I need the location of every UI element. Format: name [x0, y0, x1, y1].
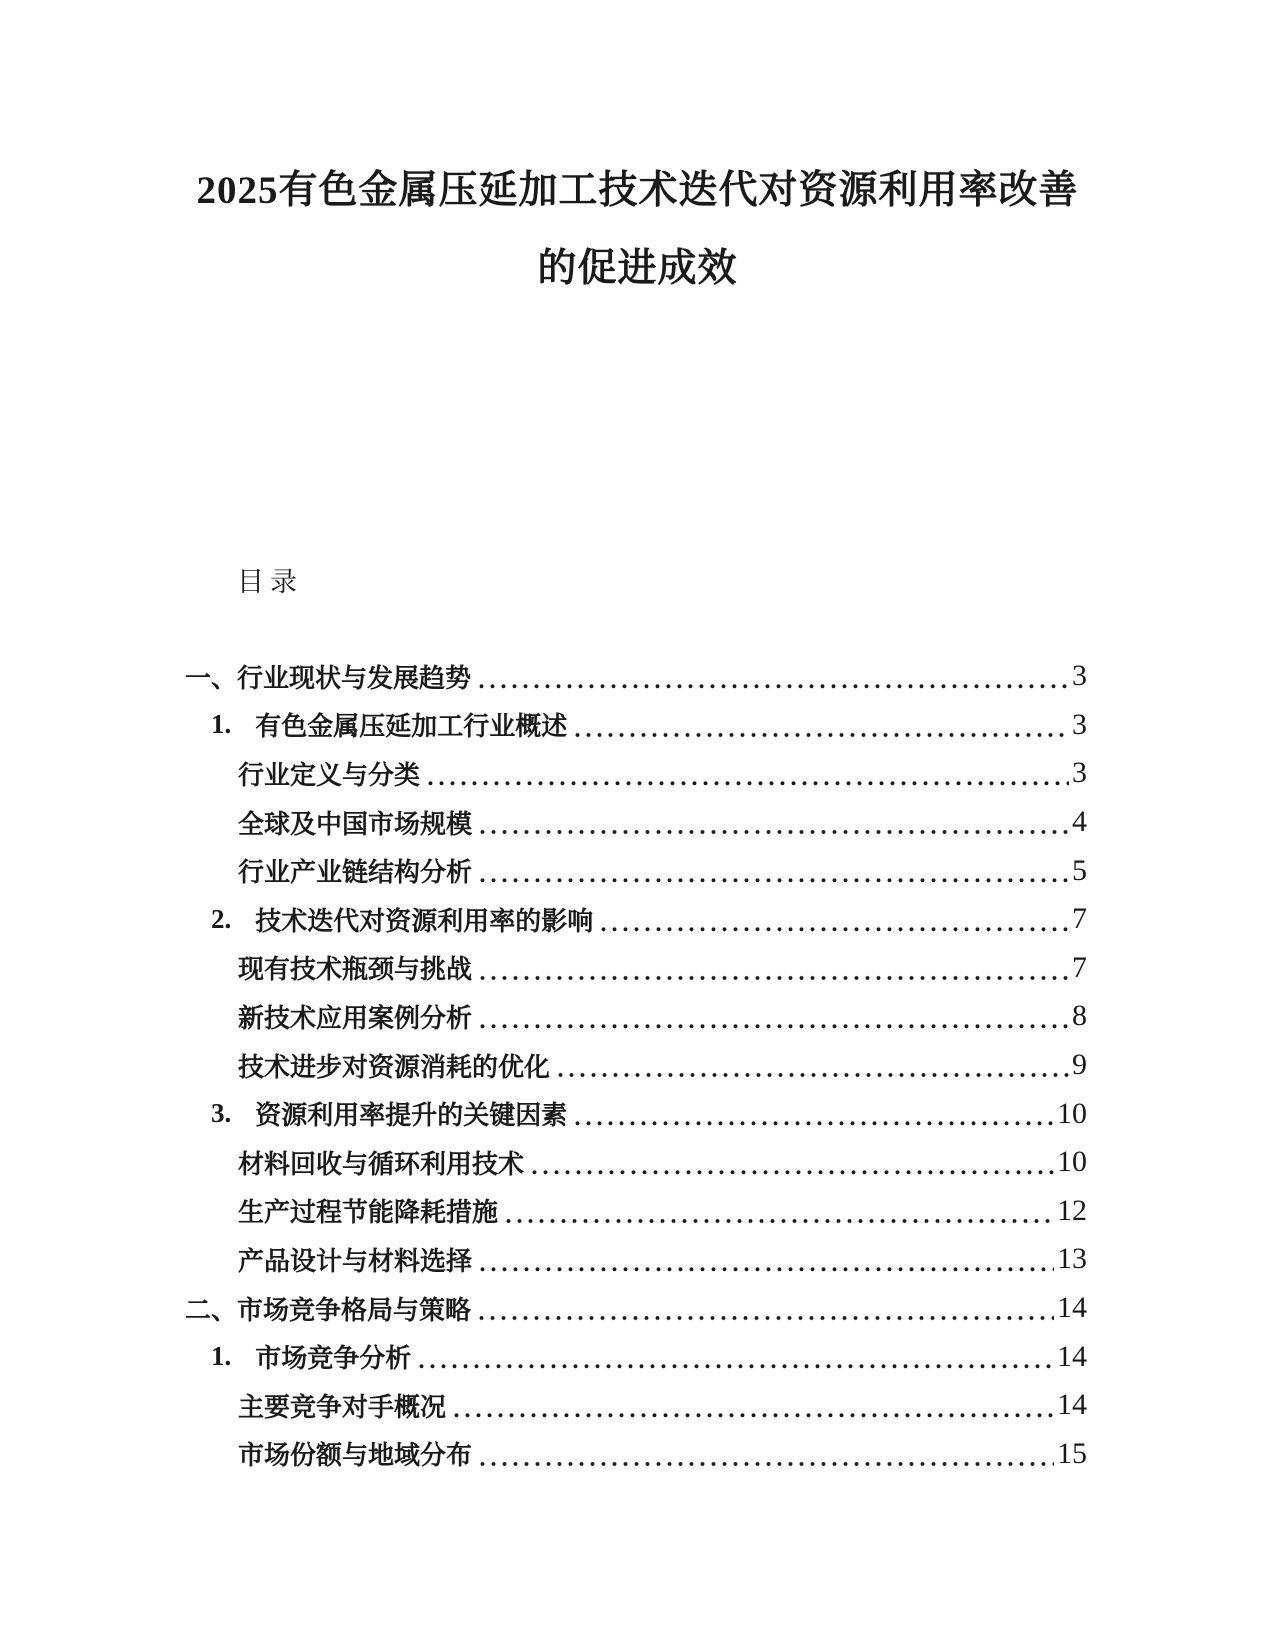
- toc-entry-label: 有色金属压延加工行业概述: [255, 712, 568, 742]
- toc-entry-label: 技术迭代对资源利用率的影响: [255, 906, 594, 936]
- toc-entry-page-number: 3: [1072, 756, 1087, 790]
- toc-entry-label: 产品设计与材料选择: [238, 1246, 473, 1276]
- toc-dot-leader: [477, 992, 1069, 1041]
- toc-entry-label: 生产过程节能降耗措施: [238, 1198, 499, 1228]
- toc-dot-leader: [598, 895, 1069, 944]
- toc-entry[interactable]: [185, 1041, 1087, 1090]
- toc-entry[interactable]: [185, 749, 1087, 798]
- toc-entry[interactable]: [185, 701, 1087, 750]
- toc-entry-label: 资源利用率提升的关键因素: [255, 1101, 568, 1131]
- toc-entry-page-number: 9: [1072, 1048, 1087, 1082]
- toc-entry-number: 3.: [211, 1098, 232, 1129]
- toc-dot-leader: [476, 1284, 1054, 1333]
- toc-entry-number: 2.: [211, 903, 232, 934]
- toc-dot-leader: [529, 1138, 1054, 1187]
- toc-dot-leader: [425, 749, 1069, 798]
- toc-entry-page-number: 7: [1072, 902, 1087, 936]
- toc-entry[interactable]: [185, 895, 1087, 944]
- toc-entry-page-number: 13: [1057, 1242, 1087, 1276]
- toc-dot-leader: [477, 798, 1069, 847]
- toc-entry[interactable]: [185, 1138, 1087, 1187]
- toc-dot-leader: [416, 1332, 1054, 1381]
- toc-entry-label: 市场份额与地域分布: [238, 1441, 473, 1471]
- toc-entry-page-number: 14: [1057, 1388, 1087, 1422]
- toc-entry[interactable]: [185, 1381, 1087, 1430]
- document-title: [0, 152, 1275, 308]
- toc-entry-label: 全球及中国市场规模: [238, 809, 473, 839]
- toc-entry[interactable]: [185, 944, 1087, 993]
- toc-dot-leader: [503, 1187, 1054, 1236]
- toc-entry-label: 新技术应用案例分析: [238, 1003, 473, 1033]
- toc-entry[interactable]: [185, 1089, 1087, 1138]
- toc-dot-leader: [572, 1089, 1054, 1138]
- toc-entry-page-number: 4: [1072, 805, 1087, 839]
- toc-entry-page-number: 12: [1057, 1193, 1087, 1227]
- toc-entry-page-number: 14: [1057, 1291, 1087, 1325]
- toc-entry-label: 市场竞争分析: [255, 1344, 412, 1374]
- toc-entry-page-number: 3: [1072, 707, 1087, 741]
- toc-entry-label: 行业产业链结构分析: [238, 858, 473, 888]
- toc-entry-page-number: 14: [1057, 1339, 1087, 1373]
- toc-entry[interactable]: [185, 798, 1087, 847]
- toc-list: [185, 652, 1087, 1478]
- toc-entry-page-number: 10: [1057, 1145, 1087, 1179]
- toc-entry-page-number: 8: [1072, 999, 1087, 1033]
- title-line-1: 2025有色金属压延加工技术迭代对资源利用率改善: [196, 169, 1079, 212]
- toc-dot-leader: [451, 1381, 1054, 1430]
- toc-entry-label: 行业定义与分类: [238, 760, 421, 790]
- toc-entry[interactable]: [185, 1284, 1087, 1333]
- toc-entry-number: 1.: [211, 1341, 232, 1372]
- toc-entry-page-number: 5: [1072, 853, 1087, 887]
- toc-entry-label: 技术进步对资源消耗的优化: [238, 1052, 551, 1082]
- toc-entry[interactable]: [185, 652, 1087, 701]
- toc-entry-label: 一、行业现状与发展趋势: [185, 663, 472, 693]
- toc-entry[interactable]: [185, 1332, 1087, 1381]
- toc-entry[interactable]: [185, 1430, 1087, 1479]
- toc-entry[interactable]: [185, 1235, 1087, 1284]
- toc-entry[interactable]: [185, 1187, 1087, 1236]
- toc-entry-page-number: 15: [1057, 1436, 1087, 1470]
- toc-entry-page-number: 3: [1072, 659, 1087, 693]
- toc-dot-leader: [477, 944, 1069, 993]
- toc-entry-label: 二、市场竞争格局与策略: [185, 1295, 472, 1325]
- toc-entry-label: 材料回收与循环利用技术: [238, 1149, 525, 1179]
- toc-dot-leader: [477, 1430, 1054, 1479]
- toc-dot-leader: [572, 701, 1069, 750]
- toc-dot-leader: [477, 846, 1069, 895]
- toc-entry[interactable]: [185, 846, 1087, 895]
- toc-dot-leader: [555, 1041, 1069, 1090]
- title-line-2: 的促进成效: [537, 247, 738, 290]
- toc-entry-label: 主要竞争对手概况: [238, 1392, 447, 1422]
- toc-entry-page-number: 7: [1072, 950, 1087, 984]
- toc-entry-label: 现有技术瓶颈与挑战: [238, 955, 473, 985]
- toc-entry-number: 1.: [211, 709, 232, 740]
- toc-heading: 目录: [237, 567, 303, 597]
- toc-entry[interactable]: [185, 992, 1087, 1041]
- toc-dot-leader: [477, 1235, 1054, 1284]
- toc-dot-leader: [476, 652, 1069, 701]
- toc-entry-page-number: 10: [1057, 1096, 1087, 1130]
